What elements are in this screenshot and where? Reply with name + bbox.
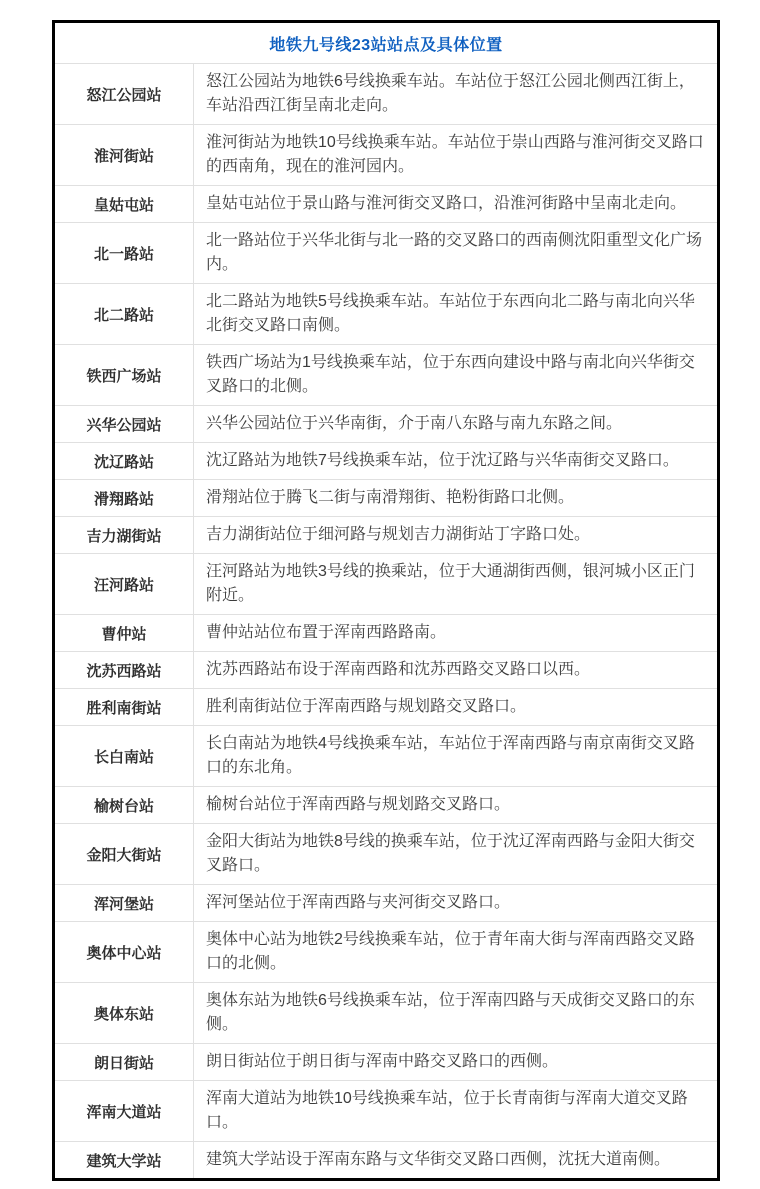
station-name: 浑南大道站	[55, 1081, 194, 1141]
station-location: 建筑大学站设于浑南东路与文华街交叉路口西侧，沈抚大道南侧。	[206, 1151, 671, 1168]
station-name: 吉力湖街站	[55, 517, 194, 553]
table-row	[55, 516, 717, 553]
station-name: 淮河街站	[55, 125, 194, 185]
table-row	[55, 479, 717, 516]
station-location: 奥体中心站为地铁2号线换乘车站，位于青年南大街与浑南西路交叉路口的北侧。	[206, 931, 695, 972]
station-name: 怒江公园站	[55, 64, 194, 124]
station-name: 汪河路站	[55, 554, 194, 614]
station-table	[52, 20, 720, 1181]
table-row	[55, 344, 717, 405]
station-name: 兴华公园站	[55, 406, 194, 442]
station-location: 汪河路站为地铁3号线的换乘站，位于大通湖街西侧，银河城小区正门附近。	[206, 563, 695, 604]
station-name: 滑翔路站	[55, 480, 194, 516]
table-row	[55, 124, 717, 185]
station-name: 建筑大学站	[55, 1142, 194, 1178]
station-location: 兴华公园站位于兴华南街，介于南八东路与南九东路之间。	[206, 415, 623, 432]
table-row	[55, 688, 717, 725]
table-row	[55, 884, 717, 921]
station-name: 浑河堡站	[55, 885, 194, 921]
station-location: 朗日街站位于朗日街与浑南中路交叉路口的西侧。	[206, 1053, 559, 1070]
station-location: 浑南大道站为地铁10号线换乘车站，位于长青南街与浑南大道交叉路口。	[206, 1090, 688, 1131]
station-location: 奥体东站为地铁6号线换乘车站，位于浑南四路与天成街交叉路口的东侧。	[206, 992, 695, 1033]
table-row	[55, 1043, 717, 1080]
station-location: 沈苏西路站布设于浑南西路和沈苏西路交叉路口以西。	[206, 661, 591, 678]
table-row	[55, 786, 717, 823]
station-name: 北二路站	[55, 284, 194, 344]
station-location: 淮河街站为地铁10号线换乘车站。车站位于崇山西路与淮河街交叉路口的西南角，现在的淮河园内。	[206, 134, 704, 175]
station-location: 吉力湖街站位于细河路与规划吉力湖街站丁字路口处。	[206, 526, 591, 543]
station-location: 曹仲站站位布置于浑南西路路南。	[206, 624, 447, 641]
station-location: 胜利南街站位于浑南西路与规划路交叉路口。	[206, 698, 527, 715]
station-name: 胜利南街站	[55, 689, 194, 725]
station-name: 北一路站	[55, 223, 194, 283]
station-location: 北一路站位于兴华北街与北一路的交叉路口的西南侧沈阳重型文化广场内。	[206, 232, 703, 273]
table-row	[55, 921, 717, 982]
station-name: 铁西广场站	[55, 345, 194, 405]
station-name: 奥体东站	[55, 983, 194, 1043]
station-location: 皇姑屯站位于景山路与淮河街交叉路口，沿淮河街路中呈南北走向。	[206, 195, 687, 212]
table-row	[55, 442, 717, 479]
table-row	[55, 222, 717, 283]
station-name: 沈苏西路站	[55, 652, 194, 688]
station-name: 榆树台站	[55, 787, 194, 823]
station-name: 奥体中心站	[55, 922, 194, 982]
table-row	[55, 982, 717, 1043]
station-location: 铁西广场站为1号线换乘车站，位于东西向建设中路与南北向兴华街交叉路口的北侧。	[206, 354, 695, 395]
station-name: 曹仲站	[55, 615, 194, 651]
table-title: 地铁九号线23站站点及具体位置	[269, 36, 503, 54]
station-location: 浑河堡站位于浑南西路与夹河街交叉路口。	[206, 894, 511, 911]
table-row	[55, 725, 717, 786]
station-table-body	[55, 63, 717, 1178]
station-name: 朗日街站	[55, 1044, 194, 1080]
table-row	[55, 1080, 717, 1141]
table-title-row	[55, 23, 717, 63]
table-row	[55, 63, 717, 124]
station-location: 滑翔站位于腾飞二街与南滑翔街、艳粉街路口北侧。	[206, 489, 575, 506]
station-location: 金阳大街站为地铁8号线的换乘车站，位于沈辽浑南西路与金阳大街交叉路口。	[206, 833, 695, 874]
table-row	[55, 614, 717, 651]
station-location: 沈辽路站为地铁7号线换乘车站，位于沈辽路与兴华南街交叉路口。	[206, 452, 679, 469]
station-name: 沈辽路站	[55, 443, 194, 479]
table-row	[55, 283, 717, 344]
table-row	[55, 823, 717, 884]
table-row	[55, 185, 717, 222]
station-name: 金阳大街站	[55, 824, 194, 884]
station-location: 北二路站为地铁5号线换乘车站。车站位于东西向北二路与南北向兴华北街交叉路口南侧。	[206, 293, 695, 334]
table-row	[55, 1141, 717, 1178]
station-location: 怒江公园站为地铁6号线换乘车站。车站位于怒江公园北侧西江街上，车站沿西江街呈南北走向。	[206, 73, 695, 114]
table-row	[55, 651, 717, 688]
table-row	[55, 553, 717, 614]
station-name: 皇姑屯站	[55, 186, 194, 222]
station-name: 长白南站	[55, 726, 194, 786]
station-location: 榆树台站位于浑南西路与规划路交叉路口。	[206, 796, 511, 813]
table-row	[55, 405, 717, 442]
station-location: 长白南站为地铁4号线换乘车站，车站位于浑南西路与南京南街交叉路口的东北角。	[206, 735, 695, 776]
